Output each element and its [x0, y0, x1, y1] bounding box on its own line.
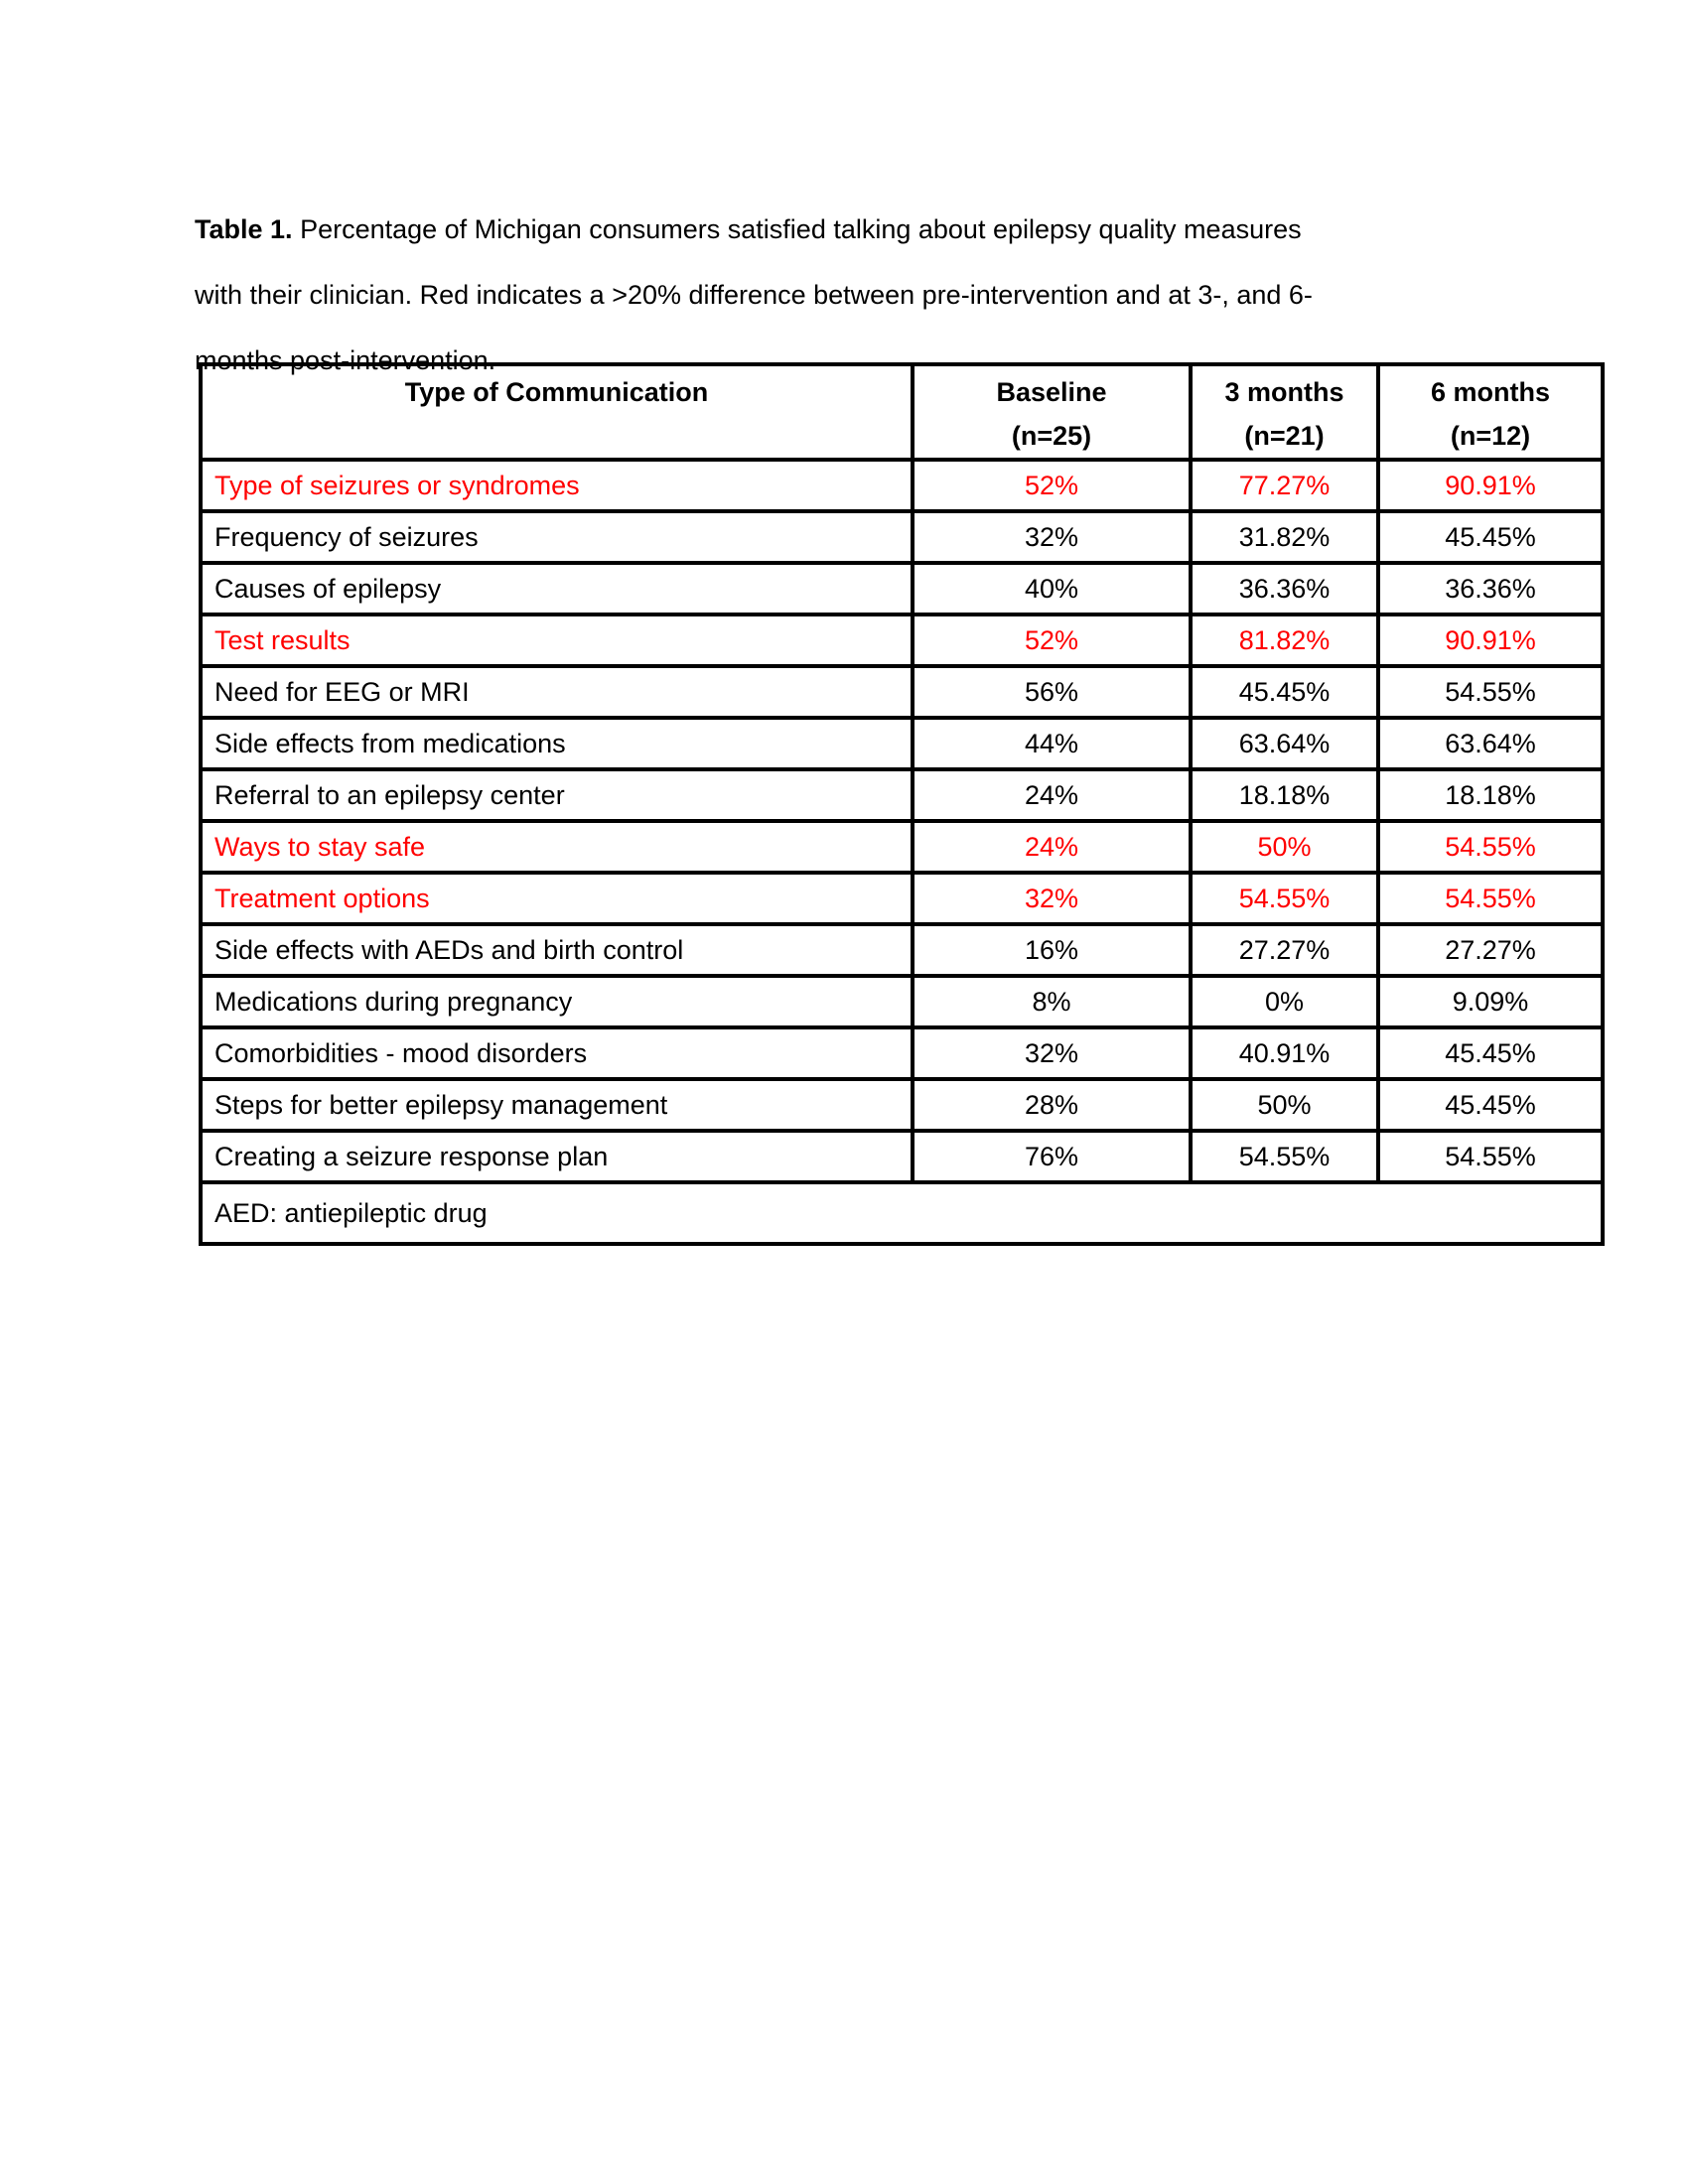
6-months-value: 9.09%	[1378, 976, 1603, 1027]
baseline-value: 52%	[913, 460, 1191, 511]
row-label: Steps for better epilepsy management	[201, 1079, 913, 1131]
6-months-value: 90.91%	[1378, 460, 1603, 511]
6-months-value: 45.45%	[1378, 1027, 1603, 1079]
communication-table	[199, 362, 1605, 1246]
3-months-value: 40.91%	[1191, 1027, 1378, 1079]
table-row	[201, 1131, 1603, 1182]
6-months-value: 54.55%	[1378, 873, 1603, 924]
3-months-value: 50%	[1191, 1079, 1378, 1131]
3-months-value: 18.18%	[1191, 769, 1378, 821]
table-row	[201, 563, 1603, 614]
3-months-value: 54.55%	[1191, 873, 1378, 924]
baseline-value: 24%	[913, 769, 1191, 821]
table-row	[201, 769, 1603, 821]
table-row	[201, 614, 1603, 666]
table-row	[201, 1027, 1603, 1079]
header-title: Baseline	[996, 377, 1107, 407]
table-row	[201, 718, 1603, 769]
3-months-value: 45.45%	[1191, 666, 1378, 718]
row-label: Test results	[201, 614, 913, 666]
row-label: Side effects from medications	[201, 718, 913, 769]
baseline-value: 32%	[913, 1027, 1191, 1079]
baseline-value: 40%	[913, 563, 1191, 614]
header-subtitle: (n=12)	[1450, 421, 1531, 451]
header-type-of-communication	[201, 364, 913, 460]
table-footnote-row	[201, 1182, 1603, 1244]
6-months-value: 45.45%	[1378, 1079, 1603, 1131]
6-months-value: 45.45%	[1378, 511, 1603, 563]
3-months-value: 50%	[1191, 821, 1378, 873]
3-months-value: 54.55%	[1191, 1131, 1378, 1182]
caption-line-2: with their clinician. Red indicates a >20% difference between pre-intervention and at 3-, and 6-	[195, 280, 1313, 310]
caption-text-1: Percentage of Michigan consumers satisfied talking about epilepsy quality measures	[300, 214, 1302, 244]
row-label: Side effects with AEDs and birth control	[201, 924, 913, 976]
row-label: Comorbidities - mood disorders	[201, 1027, 913, 1079]
table-row	[201, 460, 1603, 511]
baseline-value: 32%	[913, 511, 1191, 563]
3-months-value: 77.27%	[1191, 460, 1378, 511]
6-months-value: 90.91%	[1378, 614, 1603, 666]
header-subtitle: (n=25)	[1011, 421, 1092, 451]
baseline-value: 32%	[913, 873, 1191, 924]
caption-line-1	[195, 197, 1485, 262]
row-label: Frequency of seizures	[201, 511, 913, 563]
row-label: Ways to stay safe	[201, 821, 913, 873]
row-label: Creating a seizure response plan	[201, 1131, 913, 1182]
row-label: Need for EEG or MRI	[201, 666, 913, 718]
6-months-value: 18.18%	[1378, 769, 1603, 821]
6-months-value: 36.36%	[1378, 563, 1603, 614]
3-months-value: 27.27%	[1191, 924, 1378, 976]
3-months-value: 31.82%	[1191, 511, 1378, 563]
caption-line-3: months post-intervention.	[195, 345, 496, 375]
table-row	[201, 924, 1603, 976]
table-row	[201, 666, 1603, 718]
3-months-value: 63.64%	[1191, 718, 1378, 769]
table-footnote: AED: antiepileptic drug	[201, 1182, 1603, 1244]
header-3-months	[1191, 364, 1378, 460]
row-label: Type of seizures or syndromes	[201, 460, 913, 511]
3-months-value: 0%	[1191, 976, 1378, 1027]
6-months-value: 63.64%	[1378, 718, 1603, 769]
header-subtitle: (n=21)	[1244, 421, 1325, 451]
baseline-value: 16%	[913, 924, 1191, 976]
caption-label: Table 1.	[195, 214, 293, 244]
6-months-value: 27.27%	[1378, 924, 1603, 976]
6-months-value: 54.55%	[1378, 666, 1603, 718]
baseline-value: 24%	[913, 821, 1191, 873]
row-label: Medications during pregnancy	[201, 976, 913, 1027]
baseline-value: 44%	[913, 718, 1191, 769]
baseline-value: 52%	[913, 614, 1191, 666]
header-title: Type of Communication	[404, 377, 709, 407]
table-row	[201, 511, 1603, 563]
baseline-value: 28%	[913, 1079, 1191, 1131]
table-row	[201, 976, 1603, 1027]
table-row	[201, 821, 1603, 873]
6-months-value: 54.55%	[1378, 821, 1603, 873]
row-label: Referral to an epilepsy center	[201, 769, 913, 821]
header-baseline	[913, 364, 1191, 460]
header-row	[201, 364, 1603, 460]
3-months-value: 36.36%	[1191, 563, 1378, 614]
header-title: 6 months	[1430, 377, 1550, 407]
header-title: 3 months	[1224, 377, 1344, 407]
baseline-value: 8%	[913, 976, 1191, 1027]
row-label: Causes of epilepsy	[201, 563, 913, 614]
row-label: Treatment options	[201, 873, 913, 924]
table-row	[201, 1079, 1603, 1131]
table-row	[201, 873, 1603, 924]
6-months-value: 54.55%	[1378, 1131, 1603, 1182]
baseline-value: 56%	[913, 666, 1191, 718]
header-6-months	[1378, 364, 1603, 460]
3-months-value: 81.82%	[1191, 614, 1378, 666]
baseline-value: 76%	[913, 1131, 1191, 1182]
